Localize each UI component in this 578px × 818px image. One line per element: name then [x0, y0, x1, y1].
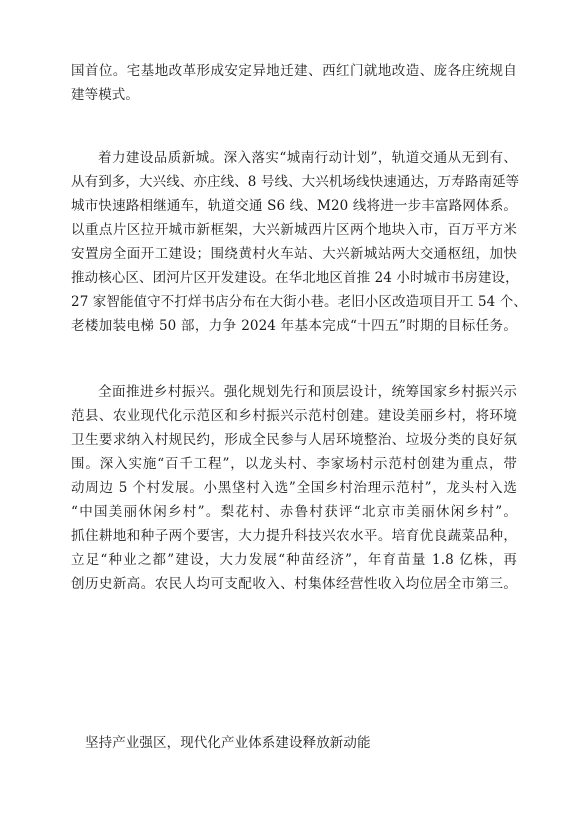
paragraph-line: 安置房全面开工建设；围绕黄村火车站、大兴新城站两大交通枢纽，加快 — [71, 246, 517, 262]
section-heading-text: 坚持产业强区，现代化产业体系建设释放新动能 — [85, 735, 371, 751]
paragraph-line: 城市快速路相继通车，轨道交通 S6 线、M20 线将进一步丰富路网体系。 — [71, 198, 517, 214]
paragraph-quality-new-city — [71, 146, 527, 338]
paragraph-line: 着力建设品质新城。深入落实“城南行动计划”，轨道交通从无到有、 — [98, 150, 517, 166]
paragraph-line: 以重点片区拉开城市新框架，大兴新城西片区两个地块入市，百万平方米 — [71, 222, 517, 238]
paragraph-line: 创历史新高。农民人均可支配收入、村集体经营性收入均位居全市第三。 — [71, 576, 517, 592]
paragraph-line: 抓住耕地和种子两个要害，大力提升科技兴农水平。培育优良蔬菜品种， — [71, 528, 517, 544]
paragraph-rural-revitalization — [71, 380, 517, 596]
paragraph-line: 建等模式。 — [71, 87, 139, 103]
paragraph-line: 全面推进乡村振兴。强化规划先行和顶层设计，统筹国家乡村振兴示 — [98, 384, 517, 400]
paragraph-line: 老楼加装电梯 50 部，力争 2024 年基本完成“十四五”时期的目标任务。 — [71, 318, 517, 334]
paragraph-line: 从有到多，大兴线、亦庄线、8 号线、大兴机场线快速通达，万寿路南延等 — [71, 174, 520, 190]
paragraph-line: 动周边 5 个村发展。小黑垡村入选”全国乡村治理示范村”，龙头村入选 — [71, 480, 517, 496]
section-heading — [71, 731, 517, 755]
paragraph-line: 国首位。宅基地改革形成安定异地迁建、西红门就地改造、庞各庄统规自 — [71, 63, 517, 79]
paragraph-homestead-reform — [71, 59, 517, 107]
paragraph-line: “中国美丽休闲乡村”。梨花村、赤鲁村获评“北京市美丽休闲乡村”。 — [71, 504, 517, 520]
paragraph-line: 围。深入实施“百千工程”，以龙头村、李家场村示范村创建为重点，带 — [71, 456, 517, 472]
paragraph-line: 卫生要求纳入村规民约，形成全民参与人居环境整治、垃圾分类的良好氛 — [71, 432, 517, 448]
paragraph-line: 推动核心区、团河片区开发建设。在华北地区首推 24 小时城市书房建设， — [71, 270, 519, 286]
paragraph-line: 立足“种业之都”建设，大力发展“种苗经济”，年育苗量 1.8 亿株，再 — [71, 552, 517, 568]
paragraph-line: 27 家智能值守不打烊书店分布在大街小巷。老旧小区改造项目开工 54 个、 — [71, 294, 527, 310]
paragraph-line: 范县、农业现代化示范区和乡村振兴示范村创建。建设美丽乡村，将环境 — [71, 408, 517, 424]
